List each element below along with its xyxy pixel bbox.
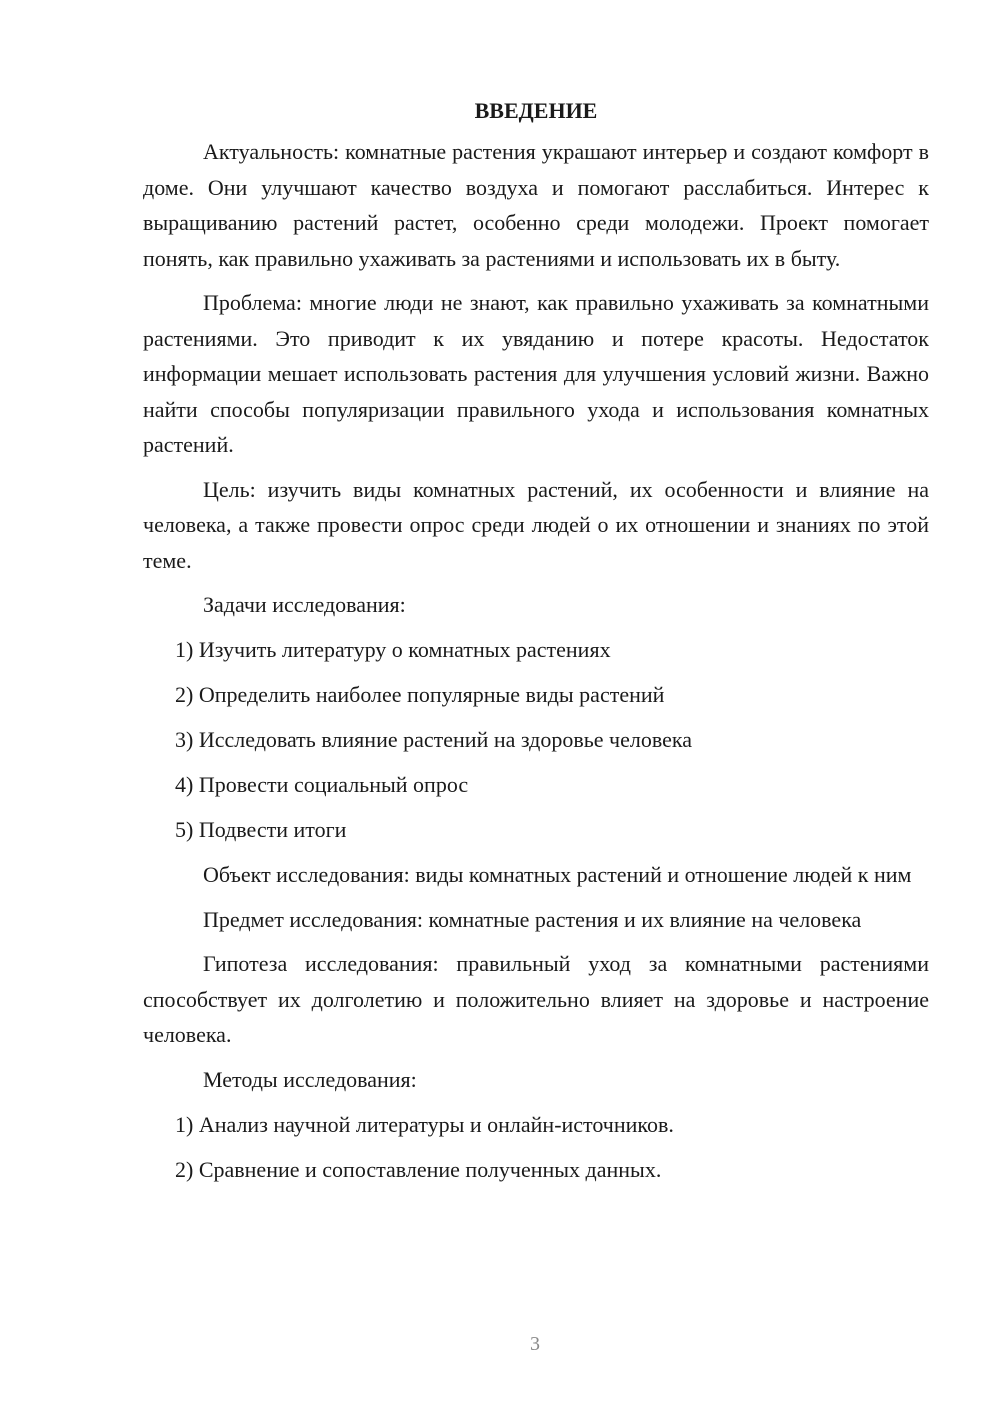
task-item: 5) Подвести итоги: [175, 817, 347, 842]
page-title: ВВЕДЕНИЕ: [474, 98, 598, 123]
paragraph-subject: Предмет исследования: комнатные растения и их влияние на человека: [203, 906, 862, 932]
tasks-heading: Задачи исследования:: [203, 592, 406, 617]
task-item: 4) Провести социальный опрос: [175, 772, 469, 797]
paragraph-goal: Цель: изучить виды комнатных растений, их особенности и влияние на человека, а также провести опрос среди людей о их отношении и знаниях по этой теме.: [143, 476, 929, 573]
methods-heading: Методы исследования:: [203, 1066, 417, 1092]
method-item: 2) Сравнение и сопоставление полученных данных.: [175, 1156, 662, 1182]
page-content: [143, 96, 929, 1197]
paragraph-problem: Проблема: многие люди не знают, как правильно ухаживать за комнатными растениями. Это приводит к их увяданию и потере красоты. Недостаток информации мешает использовать растения для улучшения условий жизни. Важно найти способы популяризации правильного ухода и использования комнатных растений.: [143, 290, 929, 457]
method-item: 1) Анализ научной литературы и онлайн-источников.: [175, 1111, 674, 1137]
paragraph-relevance: Актуальность: комнатные растения украшают интерьер и создают комфорт в доме. Они улучшают качество воздуха и помогают расслабиться. Интерес к выращиванию растений растет, особенно среди молодежи. Проект помогает понять, как правильно ухаживать за растениями и использовать их в быту.: [143, 139, 929, 271]
task-item: 2) Определить наиболее популярные виды растений: [175, 682, 665, 707]
paragraph-object: Объект исследования: виды комнатных растений и отношение людей к ним: [203, 862, 912, 887]
task-item: 1) Изучить литературу о комнатных растениях: [175, 637, 611, 662]
task-item: 3) Исследовать влияние растений на здоровье человека: [175, 727, 692, 752]
paragraph-hypothesis: Гипотеза исследования: правильный уход за комнатными растениями способствует их долголетию и положительно влияет на здоровье и настроение человека.: [143, 951, 929, 1047]
page-number: 3: [530, 1333, 540, 1355]
